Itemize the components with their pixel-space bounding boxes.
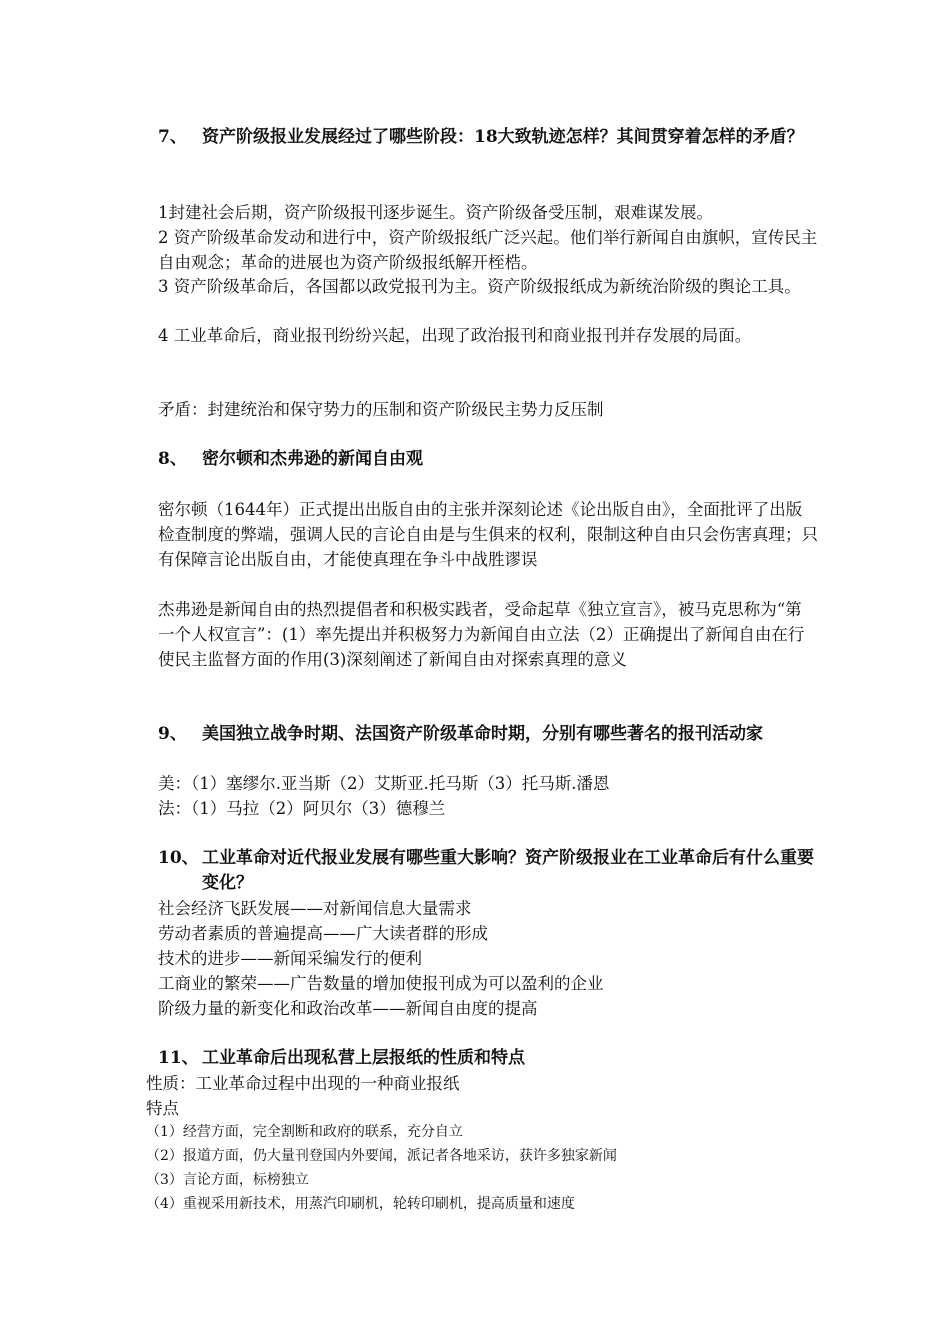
answer-paragraph: 4 工业革命后，商业报刊纷纷兴起，出现了政治报刊和商业报刊并存发展的局面。 <box>158 326 752 345</box>
question-7-heading <box>158 125 818 150</box>
answer-paragraph: 1封建社会后期，资产阶级报刊逐步诞生。资产阶级备受压制，艰难谋发展。 <box>158 203 713 222</box>
list-item: 技术的进步——新闻采编发行的便利 <box>158 949 422 968</box>
question-8-heading <box>158 447 818 472</box>
feature-item: （2）报道方面，仍大量刊登国内外要闻，派记者各地采访，获许多独家新闻 <box>146 1148 617 1164</box>
us-journalists-line: 美：（1）塞缪尔.亚当斯（2）艾斯亚.托马斯（3）托马斯.潘恩 <box>158 774 610 793</box>
answer-paragraph: 2 资产阶级革命发动和进行中，资产阶级报纸广泛兴起。他们举行新闻自由旗帜，宣传民主自由观念；革命的进展也为资产阶级报纸解开桎梏。 <box>158 228 818 272</box>
question-title: 资产阶级报业发展经过了哪些阶段：18大致轨迹怎样？其间贯穿着怎样的矛盾？ <box>202 127 804 147</box>
question-number: 7、 <box>158 127 187 147</box>
question-title: 美国独立战争时期、法国资产阶级革命时期，分别有哪些著名的报刊活动家 <box>202 724 763 744</box>
france-journalists-line: 法：（1）马拉（2）阿贝尔（3）德穆兰 <box>158 799 446 818</box>
feature-item: （4）重视采用新技术，用蒸汽印刷机，轮转印刷机，提高质量和速度 <box>146 1196 575 1212</box>
nature-line: 性质：工业革命过程中出现的一种商业报纸 <box>146 1074 460 1093</box>
list-item: 社会经济飞跃发展——对新闻信息大量需求 <box>158 899 472 918</box>
question-10-heading <box>158 846 818 896</box>
feature-item: （3）言论方面，标榜独立 <box>146 1172 309 1188</box>
answer-paragraph: 密尔顿（1644年）正式提出出版自由的主张并深刻论述《论出版自由》，全面批评了出版检查制度的弊端，强调人民的言论自由是与生俱来的权利，限制这种自由只会伤害真理；只有保障言论出版自由，才能使真理在争斗中战胜谬误 <box>158 500 818 569</box>
question-11-heading <box>158 1046 818 1071</box>
question-number: 10、 <box>158 848 199 868</box>
question-number: 11、 <box>158 1048 199 1068</box>
contradiction-line: 矛盾：封建统治和保守势力的压制和资产阶级民主势力反压制 <box>158 400 604 419</box>
answer-paragraph: 杰弗逊是新闻自由的热烈提倡者和积极实践者，受命起草《独立宣言》，被马克思称为“第一个人权宣言”：(1）率先提出并积极努力为新闻自由立法（2）正确提出了新闻自由在行使民主监督方面的作用(3)深刻阐述了新闻自由对探索真理的意义 <box>158 600 805 669</box>
question-title: 工业革命后出现私营上层报纸的性质和特点 <box>202 1048 525 1068</box>
question-9-heading <box>158 722 818 747</box>
question-title: 工业革命对近代报业发展有哪些重大影响？资产阶级报业在工业革命后有什么重要变化？ <box>202 848 814 893</box>
features-label: 特点 <box>146 1099 179 1118</box>
feature-item: （1）经营方面，完全割断和政府的联系，充分自立 <box>146 1124 463 1140</box>
answer-paragraph: 3 资产阶级革命后，各国都以政党报刊为主。资产阶级报纸成为新统治阶级的舆论工具。 <box>158 277 801 296</box>
question-number: 9、 <box>158 724 187 744</box>
list-item: 劳动者素质的普遍提高——广大读者群的形成 <box>158 924 488 943</box>
question-number: 8、 <box>158 449 187 469</box>
list-item: 工商业的繁荣——广告数量的增加使报刊成为可以盈利的企业 <box>158 974 604 993</box>
question-title: 密尔顿和杰弗逊的新闻自由观 <box>202 449 423 469</box>
list-item: 阶级力量的新变化和政治改革——新闻自由度的提高 <box>158 999 538 1018</box>
